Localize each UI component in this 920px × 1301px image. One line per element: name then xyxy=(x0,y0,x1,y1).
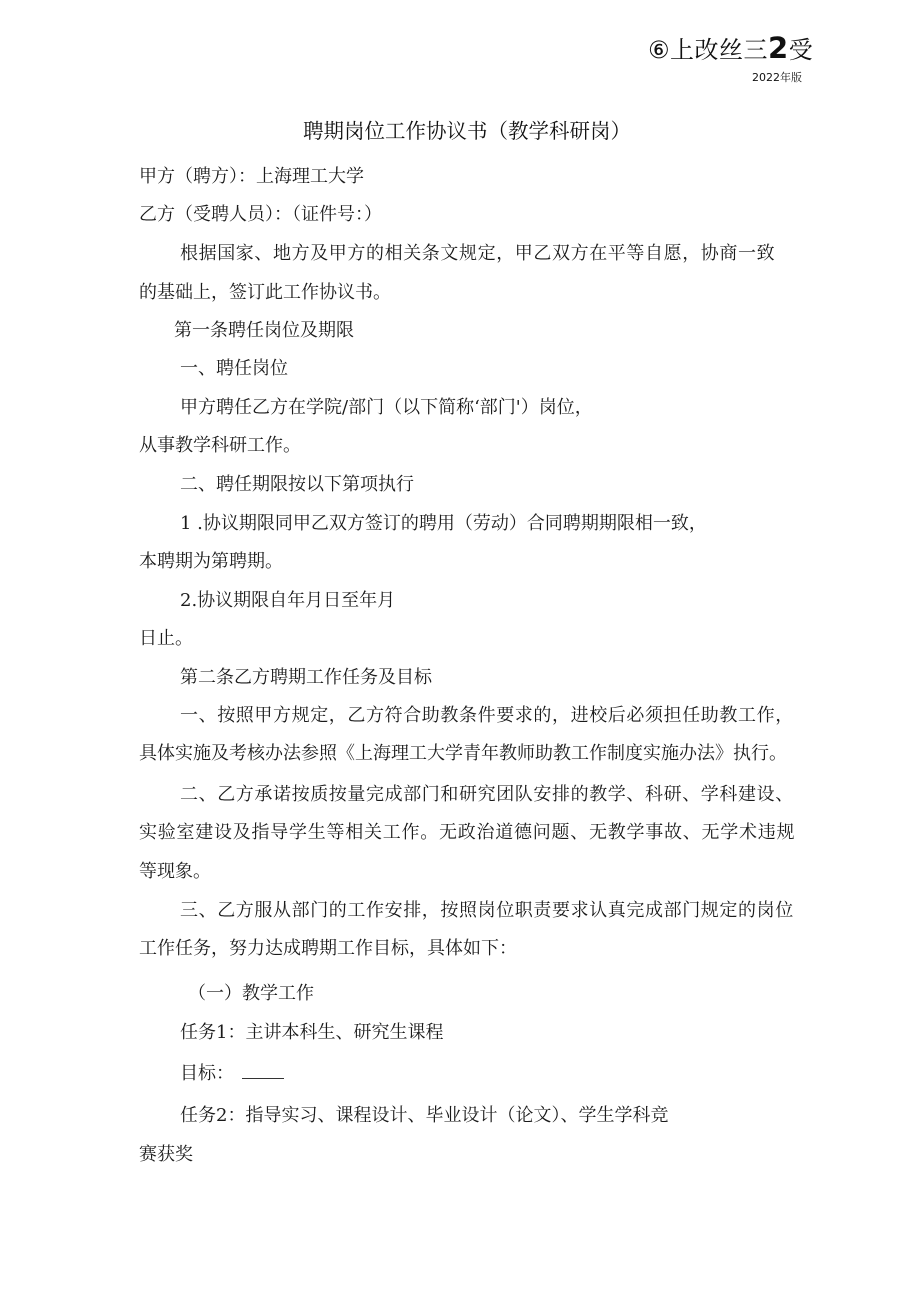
article2-para2-line-3: 等现象。 xyxy=(139,861,211,882)
article1-sec1-heading: 一、聘任岗位 xyxy=(180,358,288,379)
article2-task2-line-1: 任务2：指导实习、课程设计、毕业设计（论文）、学生学科竞 xyxy=(180,1105,669,1126)
article2-para1-line-2: 具体实施及考核办法参照《上海理工大学青年教师助教工作制度实施办法》执行。 xyxy=(139,743,787,764)
goal-label: 目标： xyxy=(180,1063,234,1084)
article1-sec1-line-2: 从事教学科研工作。 xyxy=(139,435,301,456)
article1-sec2-heading: 二、聘任期限按以下第项执行 xyxy=(180,474,414,495)
document-title: 聘期岗位工作协议书（教学科研岗） xyxy=(303,119,631,143)
preamble-line-1: 根据国家、地方及甲方的相关条文规定，甲乙双方在平等自愿，协商一致 xyxy=(180,243,776,264)
article2-para3-line-1: 三、乙方服从部门的工作安排，按照岗位职责要求认真完成部门规定的岗位 xyxy=(180,900,794,921)
article1-sec1-line-1: 甲方聘任乙方在学院/部门（以下简称‘部门'）岗位， xyxy=(180,397,593,418)
goal-blank-line[interactable] xyxy=(242,1060,284,1079)
article1-item2-line-2: 日止。 xyxy=(139,628,193,649)
party-a: 甲方（聘方）：上海理工大学 xyxy=(139,166,364,187)
article2-task1: 任务1：主讲本科生、研究生课程 xyxy=(180,1022,444,1043)
article2-para1-line-1: 一、按照甲方规定，乙方符合助教条件要求的，进校后必须担任助教工作， xyxy=(180,705,794,726)
article1-item1-line-1: 1 .协议期限同甲乙双方签订的聘用（劳动）合同聘期期限相一致， xyxy=(180,513,707,534)
version-label: 2022年版 xyxy=(752,71,802,84)
article2-task2-line-2: 赛获奖 xyxy=(139,1144,193,1165)
article1-item1-line-2: 本聘期为第聘期。 xyxy=(139,551,283,572)
article1-item2-line-1: 2.协议期限自年月日至年月 xyxy=(180,590,396,611)
article2-para3-line-2: 工作任务，努力达成聘期工作目标，具体如下： xyxy=(139,938,517,959)
article2-sub1-heading: （一）教学工作 xyxy=(188,983,314,1004)
party-b: 乙方（受聘人员）：（证件号：） xyxy=(139,204,382,225)
article2-goal-row xyxy=(180,1060,284,1086)
article2-para2-line-2: 实验室建设及指导学生等相关工作。无政治道德问题、无教学事故、无学术违规 xyxy=(139,822,796,843)
article2-heading: 第二条乙方聘期工作任务及目标 xyxy=(180,667,432,688)
article1-heading: 第一条聘任岗位及期限 xyxy=(174,320,354,341)
article2-para2-line-1: 二、乙方承诺按质按量完成部门和研究团队安排的教学、科研、学科建设、 xyxy=(180,784,794,805)
document-logo: ⑥上改丝三2受 xyxy=(648,31,814,65)
preamble-line-2: 的基础上，签订此工作协议书。 xyxy=(139,282,391,303)
